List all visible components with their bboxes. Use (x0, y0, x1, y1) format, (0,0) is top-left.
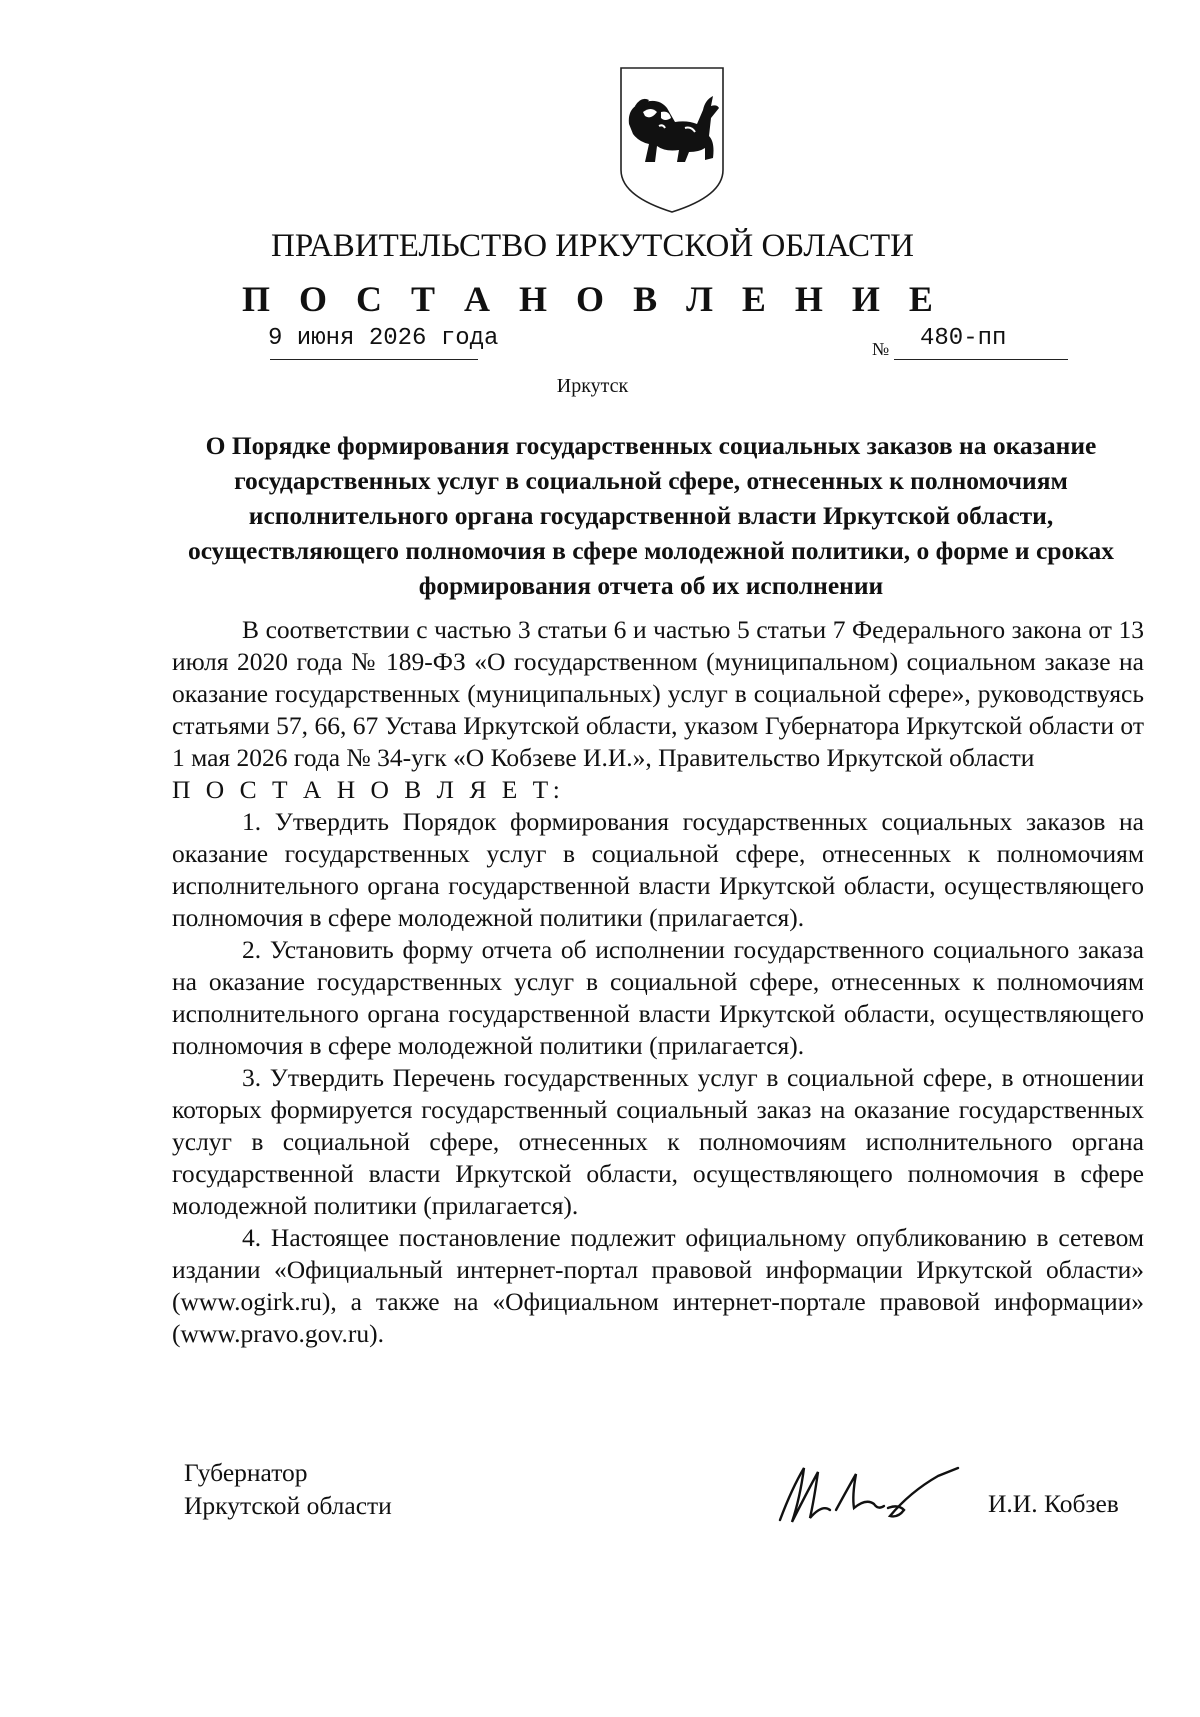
document-number: 480-пп (920, 325, 1007, 352)
document-subject: О Порядке формирования государственных социальных заказов на оказание государственных услуг в социальной сфере, отнесенных к полномочиям исполнительного органа государственной власти Иркутской области, осуществляющего полномочия в сфере молодежной политики, о форме и сроках формирования отчета об их исполнении (187, 431, 1115, 600)
irkutsk-coat-of-arms-icon (615, 66, 729, 214)
document-body (172, 614, 1144, 1350)
item-paragraph-4: 4. Настоящее постановление подлежит официальному опубликованию в сетевом издании «Официальный интернет-портал правовой информации Иркутской области» (www.ogirk.ru), а также на «Официальном интернет-портале правовой информации» (www.pravo.gov.ru). (172, 1223, 1144, 1348)
signer-position (184, 1456, 392, 1522)
item-paragraph-3: 3. Утвердить Перечень государственных услуг в социальной сфере, в отношении которых формируется государственный социальный заказ на оказание государственных услуг в социальной сфере, отнесенных к полномочиям исполнительного органа государственной власти Иркутской области, осуществляющего полномочия в сфере молодежной политики (прилагается). (172, 1063, 1144, 1220)
date-underline (270, 359, 478, 360)
signer-position-line-2: Иркутской области (184, 1491, 392, 1520)
item-paragraph-2: 2. Установить форму отчета об исполнении государственного социального заказа на оказание государственных услуг в социальной сфере, отнесенных к полномочиям исполнительного органа государственной власти Иркутской области, осуществляющего полномочия в сфере молодежной политики (прилагается). (172, 935, 1144, 1060)
organization-title: ПРАВИТЕЛЬСТВО ИРКУТСКОЙ ОБЛАСТИ (271, 228, 914, 264)
number-sign: № (872, 339, 890, 359)
document-city: Иркутск (556, 375, 629, 397)
signer-position-line-1: Губернатор (184, 1458, 308, 1487)
handwritten-signature (770, 1448, 970, 1538)
signer-name: И.И. Кобзев (988, 1489, 1119, 1518)
item-paragraph-1: 1. Утвердить Порядок формирования государственных социальных заказов на оказание государственных услуг в социальной сфере, отнесенных к полномочиям исполнительного органа государственной власти Иркутской области, осуществляющего полномочия в сфере молодежной политики (прилагается). (172, 807, 1144, 932)
document-type: П О С Т А Н О В Л Е Н И Е (242, 279, 943, 319)
resolves-heading: П О С Т А Н О В Л Я Е Т: (172, 775, 565, 804)
number-underline (894, 359, 1068, 360)
document-date: 9 июня 2026 года (268, 325, 499, 352)
preamble-paragraph: В соответствии с частью 3 статьи 6 и частью 5 статьи 7 Федерального закона от 13 июля 2020 года № 189-ФЗ «О государственном (муниципальном) социальном заказе на оказание государственных (муниципальных) услуг в социальной сфере», руководствуясь статьями 57, 66, 67 Устава Иркутской области, указом Губернатора Иркутской области от 1 мая 2026 года № 34-угк «О Кобзеве И.И.», Правительство Иркутской области (172, 615, 1144, 772)
